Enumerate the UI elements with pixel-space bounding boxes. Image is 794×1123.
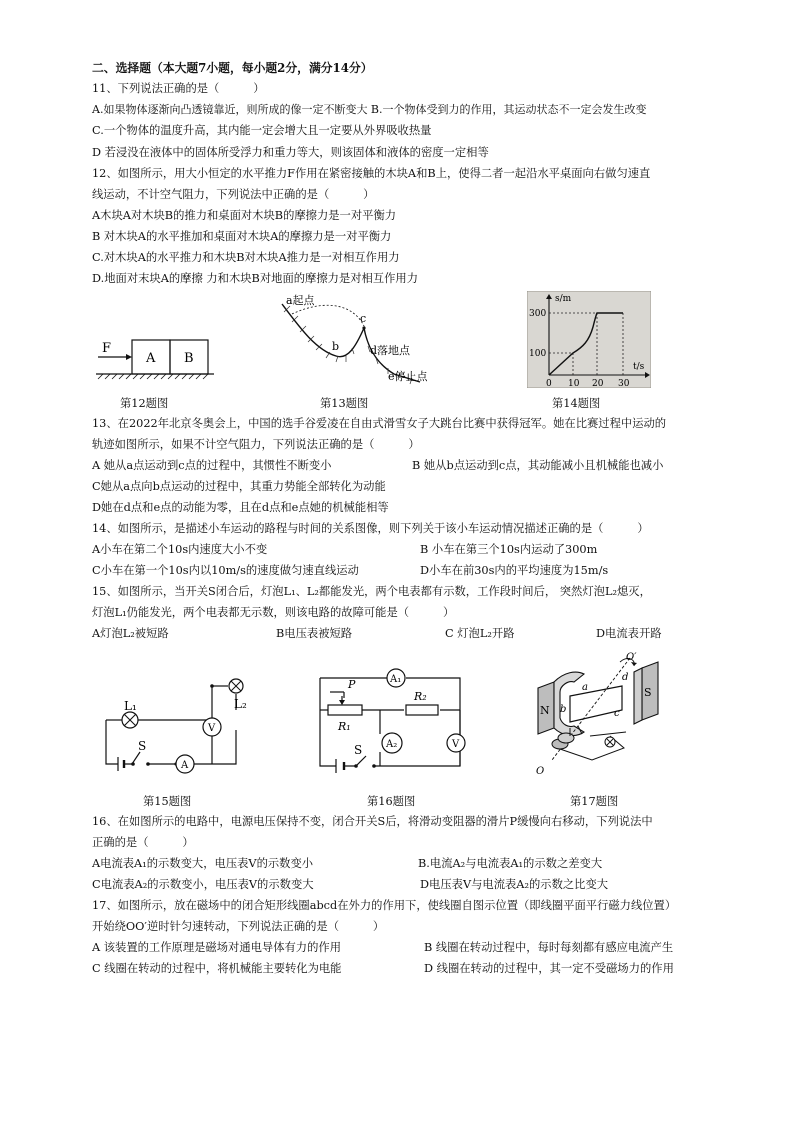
q13-stem-line2: 轨迹如图所示，如果不计空气阻力，下列说法正确的是（ ） bbox=[92, 438, 420, 451]
x-axis-label: t/s bbox=[633, 362, 645, 372]
q15-stem-line2: 灯泡L₁仍能发光，两个电表都无示数，则该电路的故障可能是（ ） bbox=[92, 606, 455, 619]
figure-14-caption: 第14题图 bbox=[552, 397, 601, 410]
point-b-label: b bbox=[332, 340, 340, 353]
figure-16-caption: 第16题图 bbox=[367, 795, 416, 808]
figure-15-circuit bbox=[98, 672, 258, 780]
point-a-label: a起点 bbox=[286, 294, 315, 307]
q15-stem-line1: 15、如图所示，当开关S闭合后，灯泡L₁、L₂都能发光，两个电表都有示数，工作段时间后， 突然灯泡L₂熄灭， bbox=[92, 585, 651, 598]
block-b-label: B bbox=[184, 351, 194, 366]
q13-option-b: B 她从b点运动到c点，其动能减小且机械能也减小 bbox=[412, 459, 664, 472]
q14-option-a: A小车在第二个10s内速度大小不变 bbox=[92, 543, 268, 556]
pole-n-label: N bbox=[540, 704, 550, 717]
lamp-l1-label: L₁ bbox=[124, 699, 137, 713]
q13-option-d: D她在d点和e点的动能为零，且在d点和e点她的机械能相等 bbox=[92, 501, 389, 514]
q11-options-ab: A.如果物体逐渐向凸透镜靠近，则所成的像一定不断变大 B.一个物体受到力的作用，其运动状态不一定会发生改变 bbox=[92, 103, 647, 116]
q13-stem-line1: 13、在2022年北京冬奥会上，中国的选手谷爱凌在自由式滑雪女子大跳台比赛中获得冠军。她在比赛过程中运动的 bbox=[92, 417, 667, 430]
r2-label: R₂ bbox=[414, 690, 427, 703]
q12-option-b: B 对木块A的水平推加和桌面对木块A的摩擦力是一对平衡力 bbox=[92, 230, 392, 243]
q14-option-d: D小车在前30s内的平均速度为15m/s bbox=[420, 564, 609, 577]
axis-bottom-label: O bbox=[536, 766, 545, 776]
q12-stem-line1: 12、如图所示，用大小恒定的水平推力F作用在紧密接触的木块A和B上，使得二者一起沿水平桌面向右做匀速直 bbox=[92, 167, 651, 180]
q11-option-d: D 若浸没在液体中的固体所受浮力和重力等大，则该固体和液体的密度一定相等 bbox=[92, 146, 489, 159]
q12-stem-line2: 线运动，不计空气阻力，下列说法中正确的是（ ） bbox=[92, 188, 375, 201]
x-tick-10: 10 bbox=[568, 379, 580, 388]
y-tick-100: 100 bbox=[529, 349, 547, 359]
figure-14-st-graph bbox=[527, 291, 651, 388]
figure-17-caption: 第17题图 bbox=[570, 795, 619, 808]
q17-option-a: A 该装置的工作原理是磁场对通电导体有力的作用 bbox=[92, 941, 341, 954]
y-axis-label: s/m bbox=[555, 294, 572, 304]
force-label: F bbox=[102, 341, 112, 356]
q11-stem: 11、下列说法正确的是（ ） bbox=[92, 82, 265, 95]
side-a-label: a bbox=[582, 682, 588, 693]
q17-option-c: C 线圈在转动的过程中，将机械能主要转化为电能 bbox=[92, 962, 342, 975]
x-tick-0: 0 bbox=[546, 379, 552, 388]
q17-option-b: B 线圈在转动过程中，每时每刻都有感应电流产生 bbox=[424, 941, 674, 954]
voltmeter-label: V bbox=[208, 723, 216, 734]
switch-label: S bbox=[354, 743, 363, 757]
figure-12-caption: 第12题图 bbox=[120, 397, 169, 410]
voltmeter-label: V bbox=[452, 739, 460, 750]
q14-option-c: C小车在第一个10s内以10m/s的速度做匀速直线运动 bbox=[92, 564, 359, 577]
point-e-label: e停止点 bbox=[388, 370, 428, 383]
q15-option-b: B电压表被短路 bbox=[276, 627, 353, 640]
q17-stem-line2: 开始绕OO′逆时针匀速转动，下列说法正确的是（ ） bbox=[92, 920, 385, 933]
point-d-label: d落地点 bbox=[370, 344, 411, 357]
q16-option-d: D电压表V与电流表A₂的示数之比变大 bbox=[420, 878, 609, 891]
q12-option-a: A木块A对木块B的推力和桌面对木块B的摩擦力是一对平衡力 bbox=[92, 209, 397, 222]
q15-option-a: A灯泡L₂被短路 bbox=[92, 627, 169, 640]
q16-option-c: C电流表A₂的示数变小，电压表V的示数变大 bbox=[92, 878, 314, 891]
slider-p-label: P bbox=[348, 678, 356, 691]
x-tick-30: 30 bbox=[618, 379, 630, 388]
y-tick-300: 300 bbox=[529, 309, 547, 319]
q17-stem-line1: 17、如图所示，放在磁场中的闭合矩形线圈abcd在外力的作用下，使线圈自图示位置（即线圈平面平行磁力线位置） bbox=[92, 899, 677, 912]
q17-option-d: D 线圈在转动的过程中，其一定不受磁场力的作用 bbox=[424, 962, 674, 975]
switch-label: S bbox=[138, 739, 147, 753]
point-c-label: c bbox=[360, 312, 367, 325]
resistor-r2 bbox=[406, 705, 438, 715]
section-heading: 二、选择题（本大题7小题，每小题2分，满分14分） bbox=[92, 61, 373, 75]
q15-option-d: D电流表开路 bbox=[596, 627, 662, 640]
q14-stem: 14、如图所示，是描述小车运动的路程与时间的关系图像，则下列关于该小车运动情况描述正确的是（ ） bbox=[92, 522, 649, 535]
q15-option-c: C 灯泡L₂开路 bbox=[445, 627, 515, 640]
q12-option-d: D.地面对末块A的摩擦 力和木块B对地面的摩擦力是对相互作用力 bbox=[92, 272, 419, 285]
ammeter-a1-label: A₁ bbox=[390, 674, 402, 685]
q16-option-a: A电流表A₁的示数变大，电压表V的示数变小 bbox=[92, 857, 314, 870]
r1-label: R₁ bbox=[338, 720, 351, 733]
figure-17-generator bbox=[530, 652, 675, 776]
ammeter-a2-label: A₂ bbox=[386, 739, 398, 750]
q13-option-c: C她从a点向b点运动的过程中，其重力势能全部转化为动能 bbox=[92, 480, 386, 493]
ammeter-label: A bbox=[181, 760, 189, 771]
q16-option-b: B.电流A₂与电流表A₁的示数之差变大 bbox=[418, 857, 603, 870]
figure-16-circuit bbox=[316, 664, 470, 776]
q11-option-c: C.一个物体的温度升高，其内能一定会增大且一定要从外界吸收热量 bbox=[92, 124, 432, 137]
figure-15-caption: 第15题图 bbox=[143, 795, 192, 808]
lamp-l2-label: L₂ bbox=[234, 697, 247, 711]
q16-stem-line1: 16、在如图所示的电路中，电源电压保持不变，闭合开关S后，将滑动变阻器的滑片P缓慢向右移动，下列说法中 bbox=[92, 815, 653, 828]
figure-12-blocks bbox=[92, 330, 222, 386]
rheostat-r1 bbox=[328, 705, 362, 715]
figure-13-ski-track bbox=[272, 292, 442, 392]
block-a-label: A bbox=[146, 351, 156, 366]
q13-option-a: A 她从a点运动到c点的过程中，其惯性不断变小 bbox=[92, 459, 332, 472]
x-tick-20: 20 bbox=[592, 379, 604, 388]
side-d-label: d bbox=[622, 672, 629, 683]
q14-option-b: B 小车在第三个10s内运动了300m bbox=[420, 543, 598, 556]
side-c-label: c bbox=[614, 708, 620, 719]
pole-s-label: S bbox=[644, 686, 652, 699]
q12-option-c: C.对木块A的水平推力和木块B对木块A推力是一对相互作用力 bbox=[92, 251, 400, 264]
q16-stem-line2: 正确的是（ ） bbox=[92, 836, 194, 849]
figure-13-caption: 第13题图 bbox=[320, 397, 369, 410]
axis-top-label: O′ bbox=[626, 652, 637, 663]
side-b-label: b bbox=[560, 704, 567, 715]
